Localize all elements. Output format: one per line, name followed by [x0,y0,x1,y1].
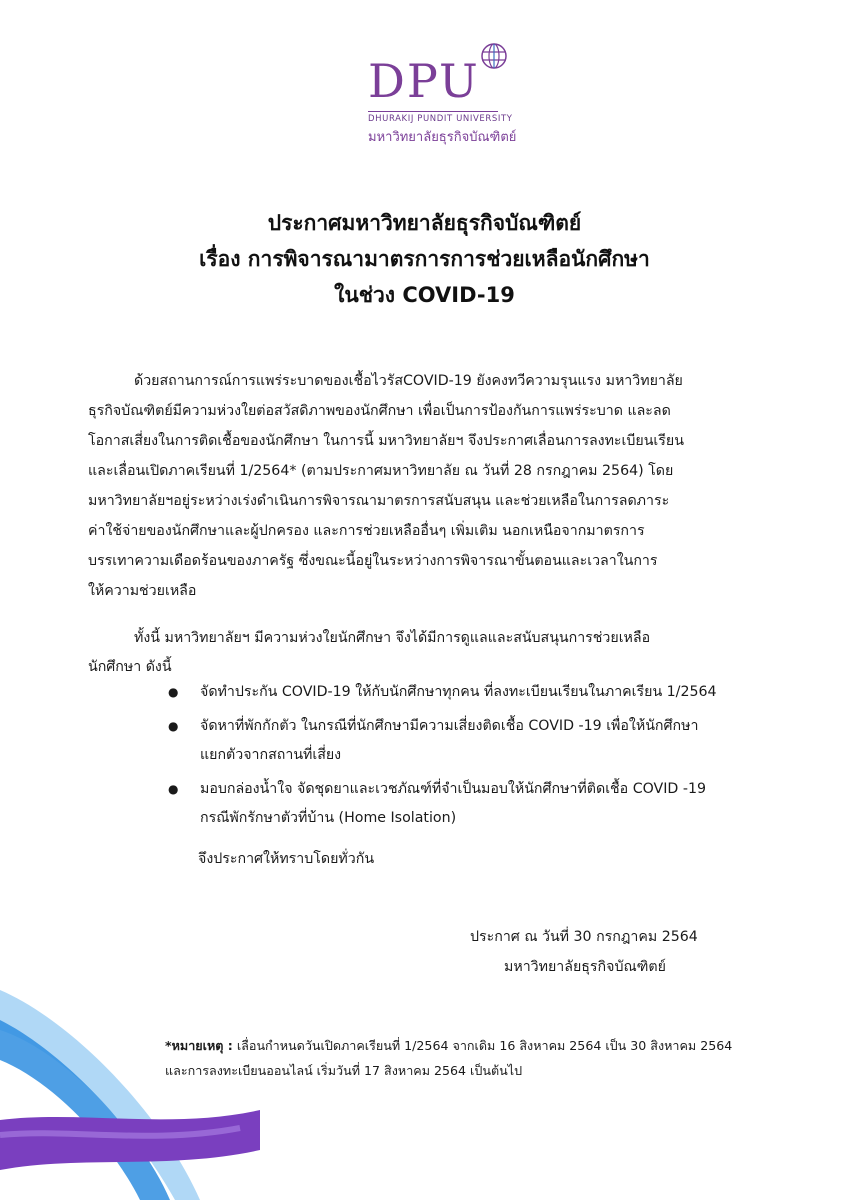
paragraph-line: ทั้งนี้ มหาวิทยาลัยฯ มีความห่วงใยนักศึกษา จึงได้มีการดูแลและสนับสนุนการช่วยเหลือ [134,630,651,646]
bullet-icon: ● [168,685,179,699]
logo-subtitle: DHURAKIJ PUNDIT UNIVERSITY [368,114,513,124]
globe-icon [478,40,510,72]
university-logo [360,38,517,148]
footnote-label: *หมายเหตุ : [165,1038,233,1053]
list-item-text: แยกตัวจากสถานที่เสี่ยง [200,747,342,763]
list-item-text: จัดทำประกัน COVID-19 ให้กับนักศึกษาทุกคน ที่ลงทะเบียนเรียนในภาคเรียน 1/2564 [200,684,717,700]
title-line-3: ในช่วง COVID-19 [334,283,515,307]
title-line-2: เรื่อง การพิจารณามาตรการการช่วยเหลือนักศึกษา [199,247,650,271]
paragraph-line: ค่าใช้จ่ายของนักศึกษาและผู้ปกครอง และการช่วยเหลืออื่นๆ เพิ่มเติม นอกเหนือจากมาตรการ [88,523,645,539]
list-item-text: มอบกล่องน้ำใจ จัดชุดยาและเวชภัณฑ์ที่จำเป็นมอบให้นักศึกษาที่ติดเชื้อ COVID -19 [200,780,707,797]
paragraph-line: บรรเทาความเดือดร้อนของภาครัฐ ซึ่งขณะนี้อยู่ในระหว่างการพิจารณาขั้นตอนและเวลาในการ [88,553,658,569]
list-item-text: กรณีพักรักษาตัวที่บ้าน (Home Isolation) [200,810,457,826]
paragraph-2 [88,624,760,682]
paragraph-line: ด้วยสถานการณ์การแพร่ระบาดของเชื้อไวรัสCOVID-19 ยังคงทวีความรุนแรง มหาวิทยาลัย [134,373,683,389]
logo-divider [368,111,498,112]
paragraph-line: และเลื่อนเปิดภาคเรียนที่ 1/2564* (ตามประกาศมหาวิทยาลัย ณ วันที่ 28 กรกฎาคม 2564) โดย [88,463,674,479]
announcement-title [0,205,849,313]
measures-list [160,678,770,838]
paragraph-line: ให้ความช่วยเหลือ [88,583,197,599]
signature-block [470,922,770,982]
footnote-line-1: เลื่อนกำหนดวันเปิดภาคเรียนที่ 1/2564 จากเดิม 16 สิงหาคม 2564 เป็น 30 สิงหาคม 2564 [232,1038,733,1053]
logo-wordmark: DPU [368,54,480,108]
paragraph-1 [88,366,760,606]
list-item [160,712,770,771]
bullet-icon: ● [168,781,179,796]
list-item [160,775,770,834]
bullet-icon: ● [168,718,179,733]
footnote-line-2: และการลงทะเบียนออนไลน์ เริ่มวันที่ 17 สิงหาคม 2564 เป็นต้นไป [165,1063,523,1078]
paragraph-line: มหาวิทยาลัยฯอยู่ระหว่างเร่งดำเนินการพิจารณามาตรการสนับสนุน และช่วยเหลือในการลดภาระ [88,493,670,509]
paragraph-line: ธุรกิจบัณฑิตย์มีความห่วงใยต่อสวัสดิภาพของนักศึกษา เพื่อเป็นการป้องกันการแพร่ระบาด และลด [88,403,671,419]
paragraph-line: นักศึกษา ดังนี้ [88,659,172,675]
announcement-date: ประกาศ ณ วันที่ 30 กรกฎาคม 2564 [470,929,698,945]
list-item [160,678,770,708]
closing-statement: จึงประกาศให้ทราบโดยทั่วกัน [198,851,375,867]
title-line-1: ประกาศมหาวิทยาลัยธุรกิจบัณฑิตย์ [267,211,582,235]
decorative-ribbon [0,960,260,1200]
logo-thai-name: มหาวิทยาลัยธุรกิจบัณฑิตย์ [368,130,517,145]
issuing-organization: มหาวิทยาลัยธุรกิจบัณฑิตย์ [504,959,666,975]
paragraph-line: โอกาสเสี่ยงในการติดเชื้อของนักศึกษา ในการนี้ มหาวิทยาลัยฯ จึงประกาศเลื่อนการลงทะเบียนเรียน [88,433,684,449]
list-item-text: จัดหาที่พักกักตัว ในกรณีที่นักศึกษามีความเสี่ยงติดเชื้อ COVID -19 เพื่อให้นักศึกษา [200,717,699,734]
